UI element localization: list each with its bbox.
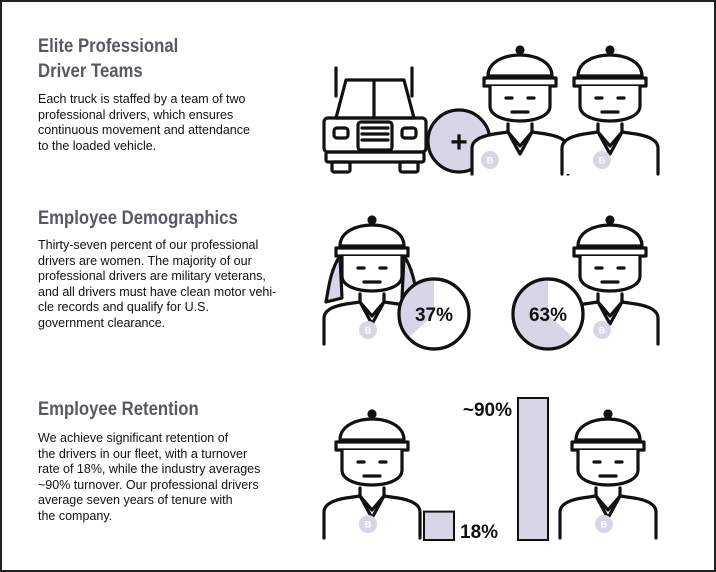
badge-letter: B — [486, 155, 494, 166]
women-percentage-pie — [396, 276, 472, 352]
badge-letter: B — [364, 325, 372, 336]
bar-industry-average — [518, 398, 548, 540]
women-percentage-label: 37% — [414, 305, 454, 326]
title-line-1: Elite Professional — [38, 36, 179, 57]
body-line: the drivers in our fleet, with a turnover — [38, 446, 248, 461]
driver-icon — [320, 400, 424, 542]
badge-letter: B — [598, 155, 606, 166]
truck-icon — [322, 62, 432, 174]
plus-symbol: + — [450, 126, 468, 159]
badge-letter: B — [364, 519, 372, 530]
bar-label-our-fleet: 18% — [460, 522, 499, 543]
body-line: continuous movement and attendance — [38, 123, 250, 137]
body-line: professional drivers, which ensures — [38, 107, 234, 122]
badge-letter: B — [598, 325, 606, 336]
body-line: the company. — [38, 508, 113, 523]
body-line: to the loaded vehicle. — [38, 138, 157, 153]
section-title-demographics: Employee Demographics — [38, 208, 238, 229]
section-title-driver-teams — [38, 34, 178, 84]
driver-icon — [468, 36, 572, 178]
section-body-retention — [38, 431, 260, 524]
badge-letter: B — [600, 519, 608, 530]
section-body-driver-teams — [38, 92, 250, 154]
men-percentage-pie — [510, 276, 586, 352]
body-line: and all drivers must have clean motor vehi- — [38, 284, 277, 299]
bar-our-fleet — [424, 512, 454, 540]
body-line: government clearance. — [38, 315, 166, 330]
body-line: Thirty-seven percent of our professional — [38, 238, 259, 252]
section-body-demographics — [38, 238, 276, 331]
body-line: cle records and qualify for U.S. — [38, 300, 209, 314]
body-line: We achieve significant retention of — [38, 431, 229, 445]
body-line: ~90% turnover. Our professional drivers — [38, 477, 259, 492]
body-line: Each truck is staffed by a team of two — [38, 92, 246, 106]
body-line: professional drivers are military veterans, — [38, 269, 266, 283]
bar-label-industry-average: ~90% — [462, 400, 512, 421]
body-line: rate of 18%, while the industry averages — [38, 462, 261, 476]
title-line-2: Driver Teams — [38, 61, 143, 82]
driver-icon — [556, 400, 660, 542]
body-line: drivers are women. The majority of our — [38, 253, 252, 268]
men-percentage-label: 63% — [528, 305, 568, 326]
body-line: average seven years of tenure with — [38, 493, 233, 507]
retention-bar-chart — [412, 392, 562, 544]
section-title-retention: Employee Retention — [38, 399, 199, 420]
driver-icon — [558, 36, 662, 178]
